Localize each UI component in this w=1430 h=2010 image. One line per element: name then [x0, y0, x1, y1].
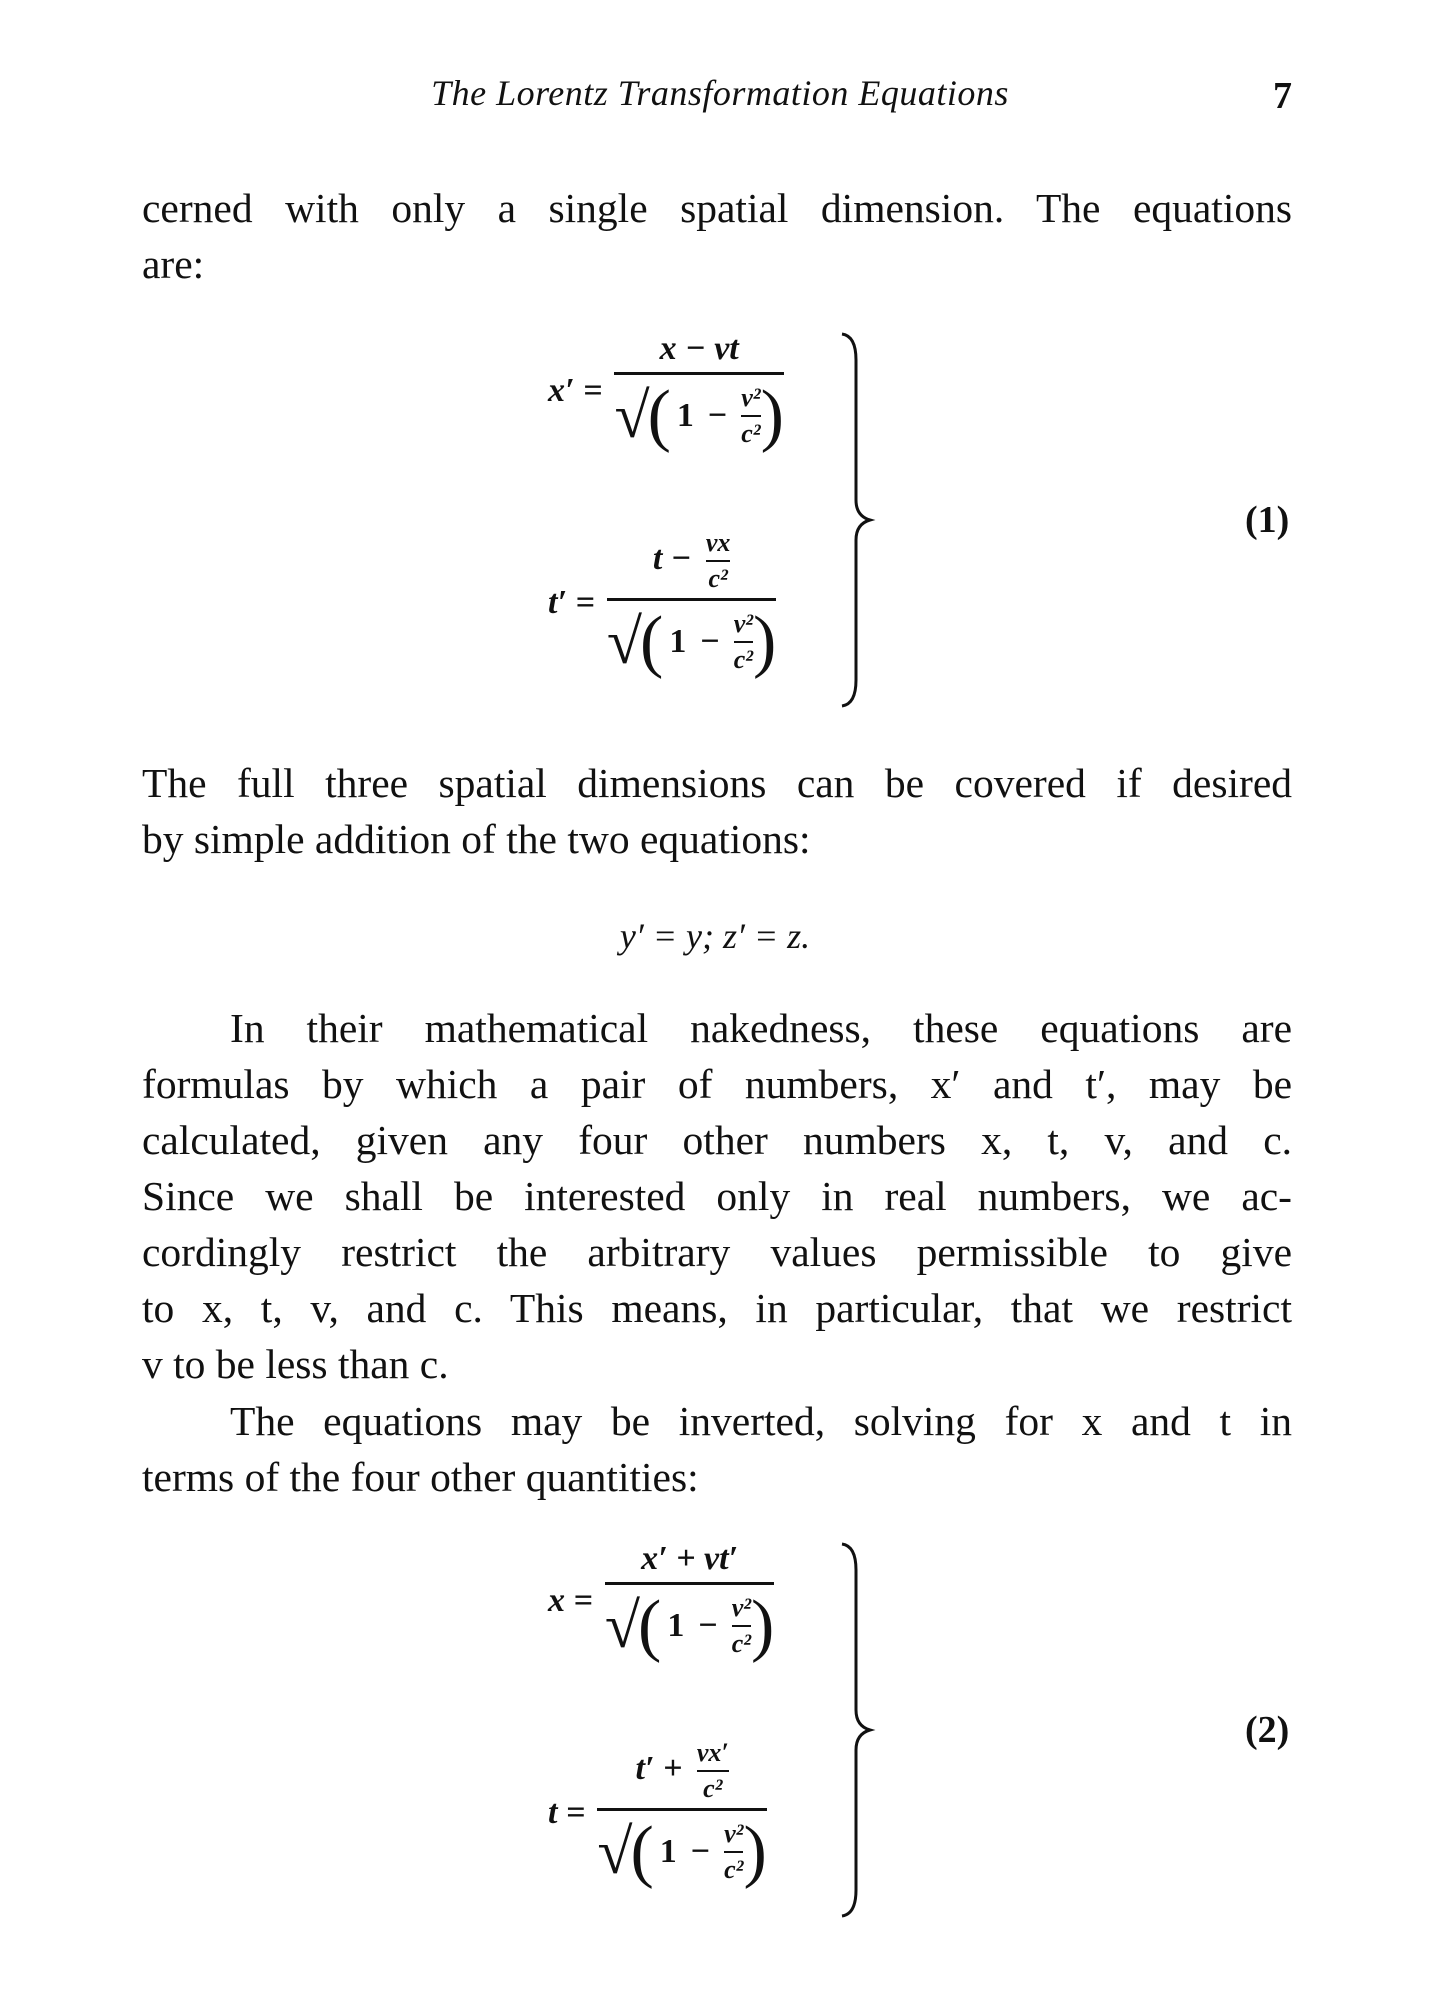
small-fraction	[734, 609, 753, 675]
denominator	[597, 1811, 767, 1890]
sqrt-sign: √	[614, 380, 650, 451]
den-minus: −	[700, 623, 720, 660]
numerator	[625, 1738, 738, 1808]
left-paren: (	[647, 377, 671, 454]
small-fraction	[697, 1738, 729, 1804]
running-title: The Lorentz Transformation Equations	[431, 73, 1009, 113]
small-den: c²	[703, 1774, 723, 1803]
small-bar	[706, 560, 731, 562]
den-minus: −	[690, 1833, 711, 1870]
numerator	[643, 528, 741, 598]
equation-x-prime	[548, 330, 784, 454]
equation-lhs: t′ =	[548, 583, 595, 621]
small-num: vx	[705, 528, 731, 557]
small-den: c²	[733, 645, 754, 674]
small-den: c²	[731, 1629, 752, 1658]
paragraph-line: cordingly restrict the arbitrary values permissible to give	[142, 1229, 1292, 1275]
paragraph-line: calculated, given any four other numbers x, t, v, and c.	[142, 1117, 1292, 1163]
small-den: c²	[741, 419, 761, 448]
denominator	[604, 1585, 775, 1664]
small-fraction	[732, 1593, 751, 1659]
paragraph-1	[142, 180, 1292, 292]
left-paren: (	[630, 1813, 654, 1890]
small-den: c²	[708, 564, 728, 593]
equation-y-z: y′ = y; z′ = z.	[619, 916, 811, 956]
sqrt-sign: √	[604, 1590, 640, 1661]
right-brace	[838, 1540, 878, 1920]
denominator	[614, 375, 784, 454]
right-paren: )	[753, 603, 777, 680]
numerator: x′ + vt′	[641, 1540, 739, 1577]
equation-number-2: (2)	[1245, 1709, 1290, 1751]
den-minus: −	[707, 397, 728, 434]
paragraph-2	[142, 755, 1292, 867]
right-paren: )	[751, 1587, 775, 1664]
left-paren: (	[638, 1587, 662, 1664]
paragraph-line: The equations may be inverted, solving for x and t in	[230, 1398, 1292, 1444]
paragraph-line: by simple addition of the two equations:	[142, 816, 811, 862]
den-minus: −	[698, 1607, 718, 1644]
fraction	[604, 1540, 775, 1664]
small-num: v²	[741, 383, 761, 412]
small-bar	[697, 1770, 729, 1772]
paragraph-line: The full three spatial dimensions can be covered if desired	[142, 760, 1292, 806]
small-bar	[724, 1851, 743, 1853]
page-header	[140, 72, 1300, 132]
paragraph-line: v to be less than c.	[142, 1341, 449, 1387]
fraction	[606, 528, 777, 680]
equation-t	[548, 1738, 767, 1890]
small-bar	[734, 641, 753, 643]
den-one: 1	[676, 397, 694, 434]
numerator: x − vt	[659, 330, 739, 367]
equation-number-1: (1)	[1245, 499, 1290, 541]
paragraph-line: cerned with only a single spatial dimension. The equations	[142, 185, 1292, 231]
right-brace	[838, 330, 878, 710]
small-bar	[741, 415, 760, 417]
right-paren: )	[760, 377, 784, 454]
small-num: vx′	[696, 1738, 729, 1767]
paragraph-line: Since we shall be interested only in real numbers, we ac-	[142, 1173, 1292, 1219]
den-one: 1	[659, 1833, 677, 1870]
small-den: c²	[724, 1855, 744, 1884]
den-one: 1	[667, 1607, 685, 1644]
small-fraction	[724, 1819, 743, 1885]
small-fraction	[741, 383, 760, 449]
numerator-t: t′ +	[635, 1749, 683, 1787]
equation-lhs: x′ =	[548, 371, 603, 409]
small-fraction	[706, 528, 731, 594]
sqrt-sign: √	[597, 1816, 633, 1887]
equation-lhs: x =	[548, 1581, 593, 1619]
paragraph-4	[142, 1393, 1292, 1505]
paragraph-line: formulas by which a pair of numbers, x′ and t′, may be	[142, 1061, 1292, 1107]
equation-t-prime	[548, 528, 777, 680]
fraction	[614, 330, 784, 454]
page-number: 7	[1273, 75, 1292, 117]
equation-x	[548, 1540, 775, 1664]
small-bar	[732, 1625, 751, 1627]
denominator	[606, 601, 777, 680]
paragraph-line: terms of the four other quantities:	[142, 1454, 699, 1500]
equation-lhs: t =	[548, 1793, 586, 1831]
small-num: v²	[731, 1593, 752, 1622]
fraction	[597, 1738, 767, 1890]
paragraph-line: to x, t, v, and c. This means, in particular, that we restrict	[142, 1285, 1292, 1331]
paragraph-line: are:	[142, 241, 205, 287]
sqrt-sign: √	[606, 606, 643, 677]
small-num: v²	[733, 609, 754, 638]
left-paren: (	[640, 603, 664, 680]
paragraph-line: In their mathematical nakedness, these equations are	[230, 1005, 1292, 1051]
paragraph-3	[142, 1000, 1292, 1392]
numerator-t: t −	[652, 539, 692, 577]
den-one: 1	[669, 623, 687, 660]
small-num: v²	[724, 1819, 744, 1848]
right-paren: )	[743, 1813, 767, 1890]
